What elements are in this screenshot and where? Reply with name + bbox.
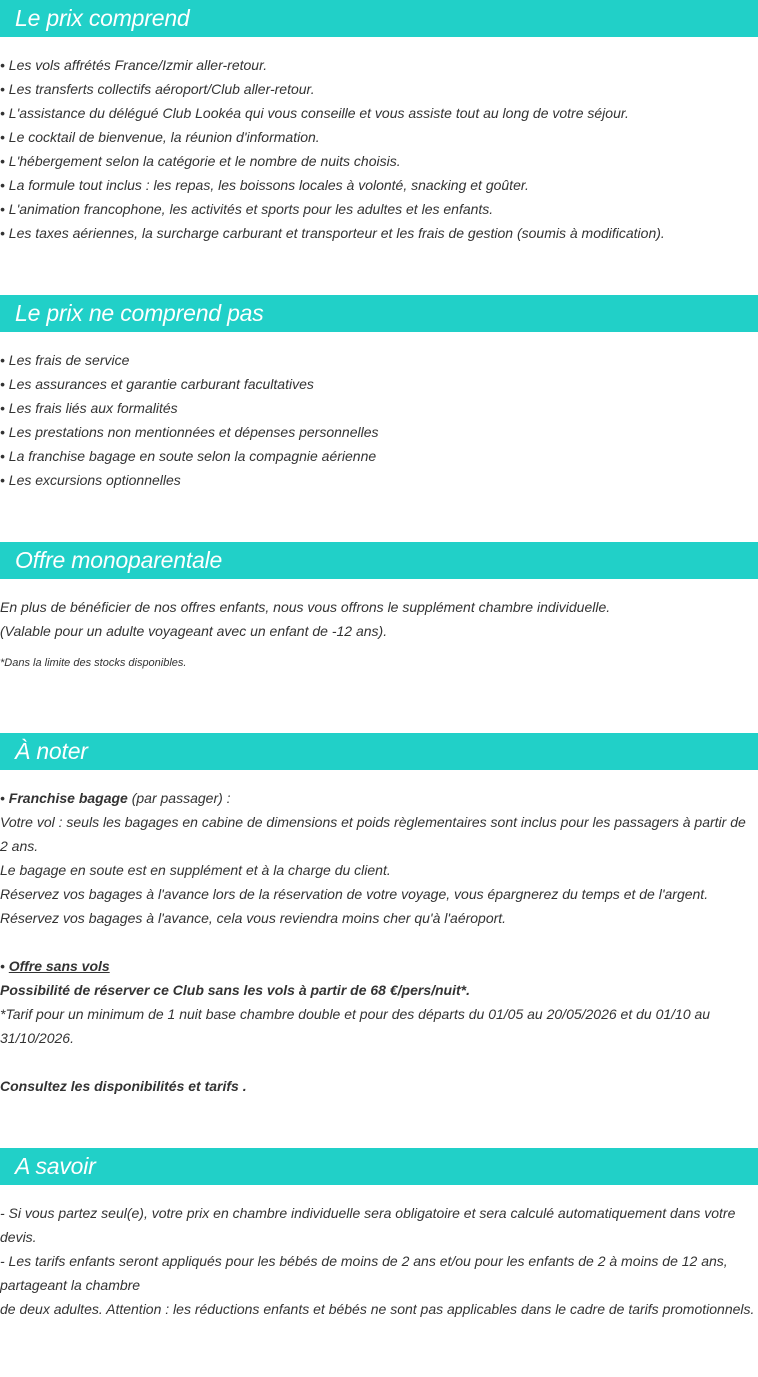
info-text: - Les tarifs enfants seront appliqués pour les bébés de moins de 2 ans et/ou pour les enfants de 2 à moins de 12 ans, partageant la chambre: [0, 1253, 728, 1293]
baggage-text: Votre vol : seuls les bagages en cabine de dimensions et poids règlementaires sont inclus pour les passagers à partir de 2 ans.: [0, 814, 746, 854]
section-good-to-know: [0, 1148, 758, 1321]
offer-price-text: Possibilité de réserver ce Club sans les vols à partir de 68 €/pers/nuit*.: [0, 982, 470, 998]
baggage-text: Réservez vos bagages à l'avance, cela vous reviendra moins cher qu'à l'aéroport.: [0, 910, 507, 926]
list-item: • Le cocktail de bienvenue, la réunion d'information.: [0, 129, 320, 145]
info-text: de deux adultes. Attention : les réductions enfants et bébés ne sont pas applicables dans le cadre de tarifs promotionnels.: [0, 1301, 755, 1317]
section-price-includes: [0, 0, 758, 245]
list-item: • Les taxes aériennes, la surcharge carburant et transporteur et les frais de gestion (soumis à modification).: [0, 225, 665, 241]
list-item: • Les vols affrétés France/Izmir aller-retour.: [0, 57, 268, 73]
list-item: • Les frais liés aux formalités: [0, 400, 178, 416]
list-item: • Les transferts collectifs aéroport/Club aller-retour.: [0, 81, 315, 97]
section-price-excludes: [0, 295, 758, 492]
bullet: •: [0, 958, 9, 974]
list-item: • Les assurances et garantie carburant facultatives: [0, 376, 314, 392]
baggage-heading: [0, 786, 758, 810]
offer-text: En plus de bénéficier de nos offres enfants, nous vous offrons le supplément chambre individuelle.: [0, 599, 611, 615]
list-item: • Les excursions optionnelles: [0, 472, 181, 488]
stock-note: *Dans la limite des stocks disponibles.: [0, 657, 187, 669]
section-title: Offre monoparentale: [0, 542, 758, 579]
offer-without-flights-link[interactable]: Offre sans vols: [8, 958, 110, 974]
list-item: • L'hébergement selon la catégorie et le nombre de nuits choisis.: [0, 153, 401, 169]
excludes-list: [0, 332, 758, 492]
section-single-parent-offer: [0, 542, 758, 671]
offer-heading: [0, 954, 758, 978]
section-title: Le prix comprend: [0, 0, 758, 37]
list-item: • Les prestations non mentionnées et dépenses personnelles: [0, 424, 379, 440]
list-item: • La franchise bagage en soute selon la compagnie aérienne: [0, 448, 377, 464]
baggage-text: Le bagage en soute est en supplément et à la charge du client.: [0, 862, 391, 878]
list-item: • Les frais de service: [0, 352, 130, 368]
section-title: À noter: [0, 733, 758, 770]
baggage-suffix: (par passager) :: [127, 790, 231, 806]
list-item: • L'animation francophone, les activités et sports pour les adultes et les enfants.: [0, 201, 494, 217]
baggage-text: Réservez vos bagages à l'avance lors de la réservation de votre voyage, vous épargnerez du temps et de l'argent.: [0, 886, 709, 902]
list-item: • L'assistance du délégué Club Lookéa qui vous conseille et vous assiste tout au long de votre séjour.: [0, 105, 629, 121]
baggage-title: Franchise bagage: [8, 790, 128, 806]
bullet: •: [0, 790, 9, 806]
offer-condition: (Valable pour un adulte voyageant avec un enfant de -12 ans).: [0, 623, 388, 639]
list-item: • La formule tout inclus : les repas, les boissons locales à volonté, snacking et goûter.: [0, 177, 529, 193]
includes-list: [0, 37, 758, 245]
availability-link[interactable]: Consultez les disponibilités et tarifs .: [0, 1078, 247, 1094]
section-title: Le prix ne comprend pas: [0, 295, 758, 332]
offer-note: *Tarif pour un minimum de 1 nuit base chambre double et pour des départs du 01/05 au 20/05/2026 et du 01/10 au 31/10/2026.: [0, 1006, 711, 1046]
section-to-note: [0, 733, 758, 1098]
section-title: A savoir: [0, 1148, 758, 1185]
info-text: - Si vous partez seul(e), votre prix en chambre individuelle sera obligatoire et sera calculé automatiquement dans votre devis.: [0, 1205, 736, 1245]
